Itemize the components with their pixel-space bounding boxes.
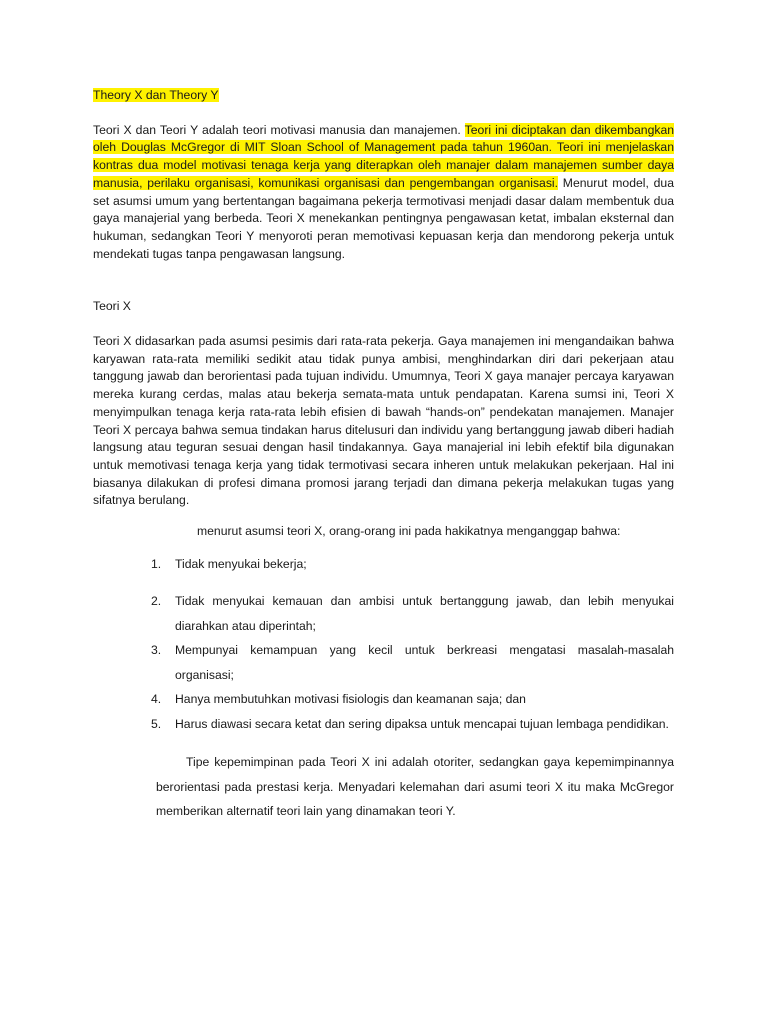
- document-title-text: Theory X dan Theory Y: [93, 88, 219, 102]
- intro-paragraph-highlight: Teori ini diciptakan dan dikembangkan oleh Douglas McGregor di MIT Sloan School of Management pada tahun 1960an. Teori ini menjelaskan kontras dua model motivasi tenaga kerja yang diterapkan oleh manajer dalam manajemen sumber daya manusia, perilaku organisasi, komunikasi organisasi dan pengembangan organisasi.: [93, 122, 675, 190]
- list-item-number: 2.: [151, 594, 162, 609]
- list-item: [151, 552, 674, 577]
- list-item: [151, 589, 674, 638]
- intro-paragraph: [93, 122, 674, 264]
- list-item-text: Mempunyai kemampuan yang kecil untuk berkreasi mengatasi masalah-masalah organisasi;: [175, 643, 674, 682]
- list-item-number: 3.: [151, 643, 162, 658]
- closing-paragraph: Tipe kepemimpinan pada Teori X ini adalah otoriter, sedangkan gaya kepemimpinannya berorientasi pada prestasi kerja. Menyadari kelemahan dari asumi teori X itu maka McGregor memberikan alternatif teori lain yang dinamakan teori Y.: [156, 755, 674, 819]
- assumption-list: [93, 552, 674, 737]
- intro-paragraph-start: Teori X dan Teori Y adalah teori motivasi manusia dan manajemen.: [93, 122, 465, 137]
- list-item: [151, 638, 674, 687]
- paragraph-spacer: [93, 263, 674, 298]
- list-item-number: 4.: [151, 692, 162, 707]
- teori-x-paragraph: Teori X didasarkan pada asumsi pesimis dari rata-rata pekerja. Gaya manajemen ini mengandaikan bahwa karyawan rata-rata memiliki sedikit atau tidak punya ambisi, menghindarkan diri dari pekerjaan atau tanggung jawab dan berorientasi pada tujuan individu. Umumnya, Teori X gaya manajer percaya karyawan mereka kurang cerdas, malas atau bekerja semata-mata untuk pendapatan. Karena sumsi ini, Teori X menyimpulkan tenaga kerja rata-rata lebih efisien di bawah “hands-on” pendekatan manajemen. Manajer Teori X percaya bahwa semua tindakan harus ditelusuri dan individu yang bertanggung jawab diberi hadiah langsung atau teguran sesuai dengan hasil tindakannya. Gaya manajerial ini lebih efektif bila digunakan untuk memotivasi tenaga kerja yang tidak termotivasi secara inheren untuk melakukan pekerjaan. Hal ini biasanya dilakukan di profesi dimana promosi jarang terjadi dan dimana pekerja melakukan tugas yang sifatnya berulang.: [93, 334, 674, 508]
- list-item-text: Hanya membutuhkan motivasi fisiologis dan keamanan saja; dan: [175, 692, 526, 707]
- list-item-number: 5.: [151, 716, 162, 731]
- document-title: [93, 87, 674, 105]
- list-item-text: Harus diawasi secara ketat dan sering dipaksa untuk mencapai tujuan lembaga pendidikan.: [175, 716, 669, 731]
- list-item: [151, 687, 674, 712]
- list-item: [151, 712, 674, 737]
- list-item-number: 1.: [151, 556, 162, 571]
- section-heading-teori-x: Teori X: [93, 299, 131, 314]
- list-intro: menurut asumsi teori X, orang-orang ini pada hakikatnya menganggap bahwa:: [197, 524, 621, 539]
- list-item-text: Tidak menyukai bekerja;: [175, 556, 307, 571]
- intro-paragraph-end: Menurut model, dua set asumsi umum yang bertentangan bagaimana pekerja termotivasi menjadi dasar dalam membentuk dua gaya manajerial yang berbeda. Teori X menekankan pentingnya pengawasan ketat, imbalan eksternal dan hukuman, sedangkan Teori Y menyoroti peran memotivasi kepuasan kerja dan mendorong pekerja untuk mendekati tugas tanpa pengawasan langsung.: [93, 175, 674, 261]
- list-item-text: Tidak menyukai kemauan dan ambisi untuk bertanggung jawab, dan lebih menyukai diarahkan atau diperintah;: [175, 594, 674, 633]
